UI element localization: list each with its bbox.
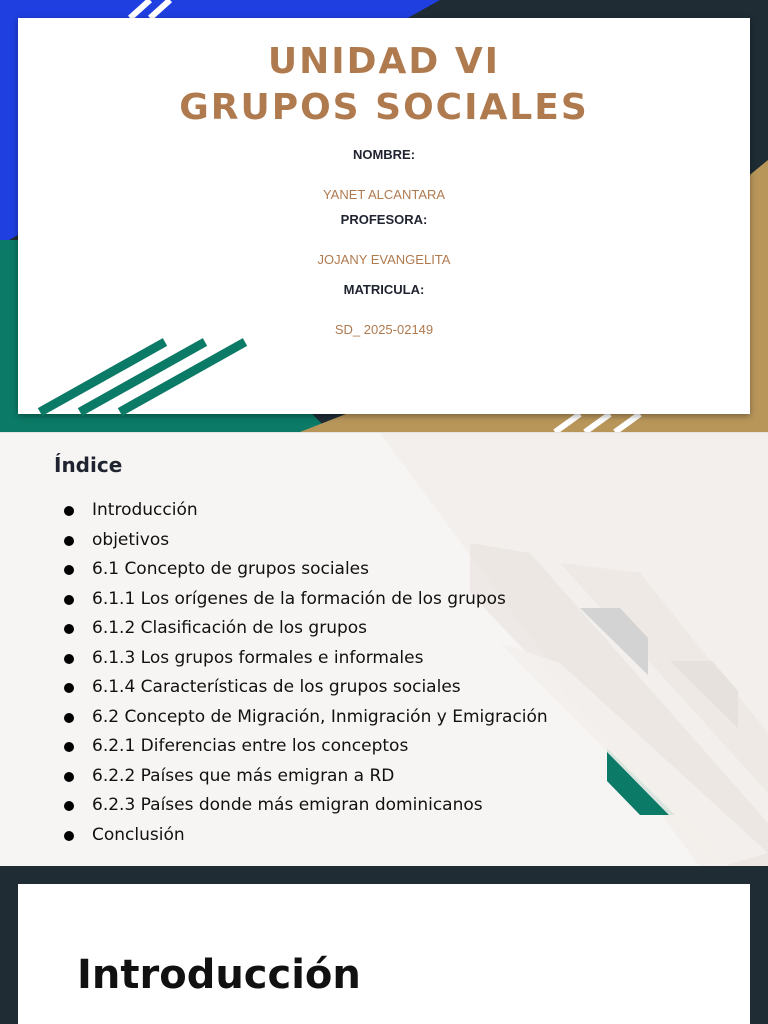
matricula-label: MATRICULA:	[343, 282, 425, 297]
intro-slide	[0, 866, 768, 1024]
bullet-icon	[64, 801, 74, 811]
index-slide	[0, 432, 768, 866]
cover-slide	[0, 0, 768, 432]
list-item: Conclusión	[62, 821, 548, 851]
list-item: 6.1.3 Los grupos formales e informales	[62, 644, 548, 674]
profesora-label: PROFESORA:	[340, 212, 428, 227]
list-item: 6.2.3 Países donde más emigran dominicanos	[62, 791, 548, 821]
list-item: 6.1 Concepto de grupos sociales	[62, 555, 548, 585]
bullet-icon	[64, 772, 74, 782]
list-item: 6.2.1 Diferencias entre los conceptos	[62, 732, 548, 762]
nombre-value: YANET ALCANTARA	[322, 187, 446, 202]
index-title: Índice	[54, 453, 123, 477]
bullet-icon	[64, 713, 74, 723]
matricula-value: SD_ 2025-02149	[334, 322, 434, 337]
index-list	[62, 496, 548, 850]
bullet-icon	[64, 742, 74, 752]
bullet-icon	[64, 654, 74, 664]
list-item: 6.1.2 Clasificación de los grupos	[62, 614, 548, 644]
intro-title: Introducción	[77, 952, 361, 998]
bullet-icon	[64, 595, 74, 605]
nombre-label: NOMBRE:	[352, 147, 416, 162]
bullet-icon	[64, 565, 74, 575]
bullet-icon	[64, 506, 74, 516]
list-item: 6.2.2 Países que más emigran a RD	[62, 762, 548, 792]
list-item: 6.2 Concepto de Migración, Inmigración y Emigración	[62, 703, 548, 733]
list-item: 6.1.1 Los orígenes de la formación de los grupos	[62, 585, 548, 615]
bullet-icon	[64, 683, 74, 693]
cover-title-line1: UNIDAD VI	[267, 41, 501, 82]
list-item: objetivos	[62, 526, 548, 556]
profesora-value: JOJANY EVANGELITA	[317, 252, 451, 267]
bullet-icon	[64, 536, 74, 546]
bullet-icon	[64, 624, 74, 634]
cover-title-line2: GRUPOS SOCIALES	[179, 87, 589, 128]
list-item: Introducción	[62, 496, 548, 526]
bullet-icon	[64, 831, 74, 841]
list-item: 6.1.4 Características de los grupos sociales	[62, 673, 548, 703]
